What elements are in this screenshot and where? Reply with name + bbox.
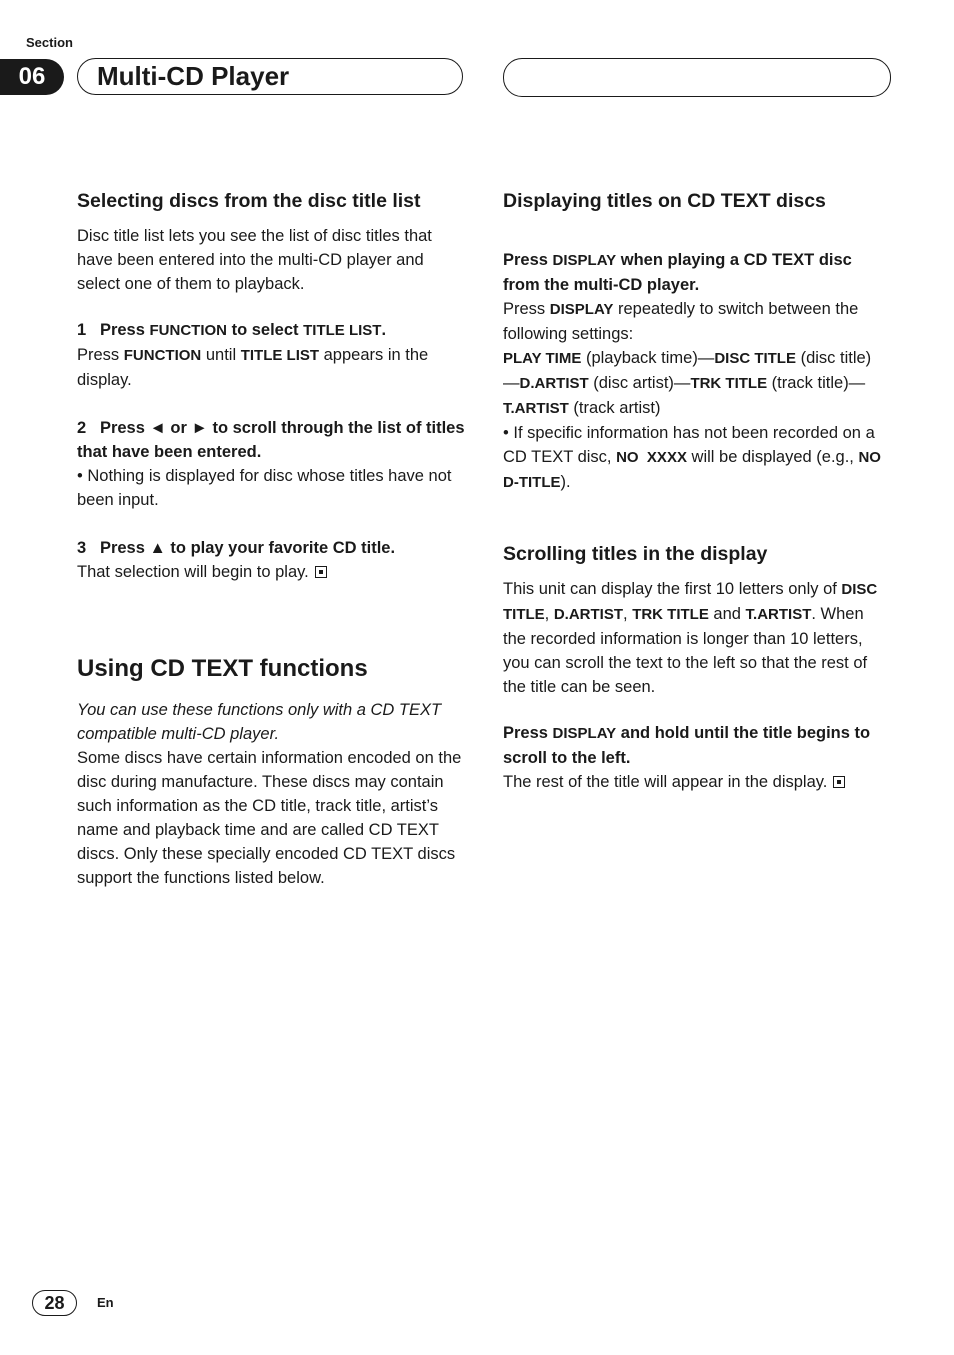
header-empty-frame <box>503 58 891 97</box>
left-column <box>77 188 467 890</box>
end-mark-icon <box>315 566 327 578</box>
right-column <box>503 188 885 794</box>
selecting-intro: Disc title list lets you see the list of disc titles that have been entered into the multi-CD player and select one of them to playback. <box>77 227 432 293</box>
cd-text-compat-note: You can use these functions only with a CD TEXT compatible multi-CD player. <box>77 701 442 743</box>
end-mark-icon <box>833 776 845 788</box>
heading-cd-text-functions: Using CD TEXT functions <box>77 655 368 682</box>
display-settings-list: PLAY TIME (playback time)—DISC TITLE (disc title)—D.ARTIST (disc artist)—TRK TITLE (track title)—T.ARTIST (track artist) <box>503 349 872 417</box>
step-2-instruction: 2 Press ◄ or ► to scroll through the list of titles that have been entered. <box>77 419 465 461</box>
heading-displaying-titles: Displaying titles on CD TEXT discs <box>503 190 826 212</box>
step-3-body: That selection will begin to play. <box>77 560 467 584</box>
step-3-instruction: 3 Press ▲ to play your favorite CD title. <box>77 539 396 557</box>
up-arrow-icon: ▲ <box>149 539 166 557</box>
scroll-instruction: Press DISPLAY and hold until the title begins to scroll to the left. <box>503 724 871 767</box>
left-arrow-icon: ◄ <box>149 419 166 437</box>
scroll-result: The rest of the title will appear in the display. <box>503 770 885 794</box>
page-number: 28 <box>32 1290 77 1316</box>
language-label: En <box>97 1295 114 1310</box>
step-1-instruction: 1 Press FUNCTION to select TITLE LIST. <box>77 321 387 339</box>
display-instruction: Press DISPLAY when playing a CD TEXT disc from the multi-CD player. <box>503 251 852 294</box>
right-arrow-icon: ► <box>191 419 208 437</box>
heading-scrolling-titles: Scrolling titles in the display <box>503 543 768 565</box>
display-body: Press DISPLAY repeatedly to switch between the following settings: <box>503 300 859 343</box>
scrolling-body: This unit can display the first 10 letters only of DISC TITLE, D.ARTIST, TRK TITLE and T.ARTIST. When the recorded information is longer than 10 letters, you can scroll the text to the left so that the rest of the title can be seen. <box>503 580 878 696</box>
display-note: • If specific information has not been recorded on a CD TEXT disc, NO XXXX will be displayed (e.g., NO D-TITLE). <box>503 424 881 491</box>
section-number-badge: 06 <box>0 59 64 95</box>
cd-text-description: Some discs have certain information encoded on the disc during manufacture. These discs may contain such information as the CD title, track title, artist’s name and playback time and are called CD TEXT discs. Only these specially encoded CD TEXT discs support the functions listed below. <box>77 749 462 887</box>
step-2-note: • Nothing is displayed for disc whose titles have not been input. <box>77 467 452 509</box>
page-title: Multi-CD Player <box>97 61 290 91</box>
section-label: Section <box>26 35 73 50</box>
step-1-body: Press FUNCTION until TITLE LIST appears in the display. <box>77 346 429 389</box>
heading-selecting-discs: Selecting discs from the disc title list <box>77 190 421 212</box>
